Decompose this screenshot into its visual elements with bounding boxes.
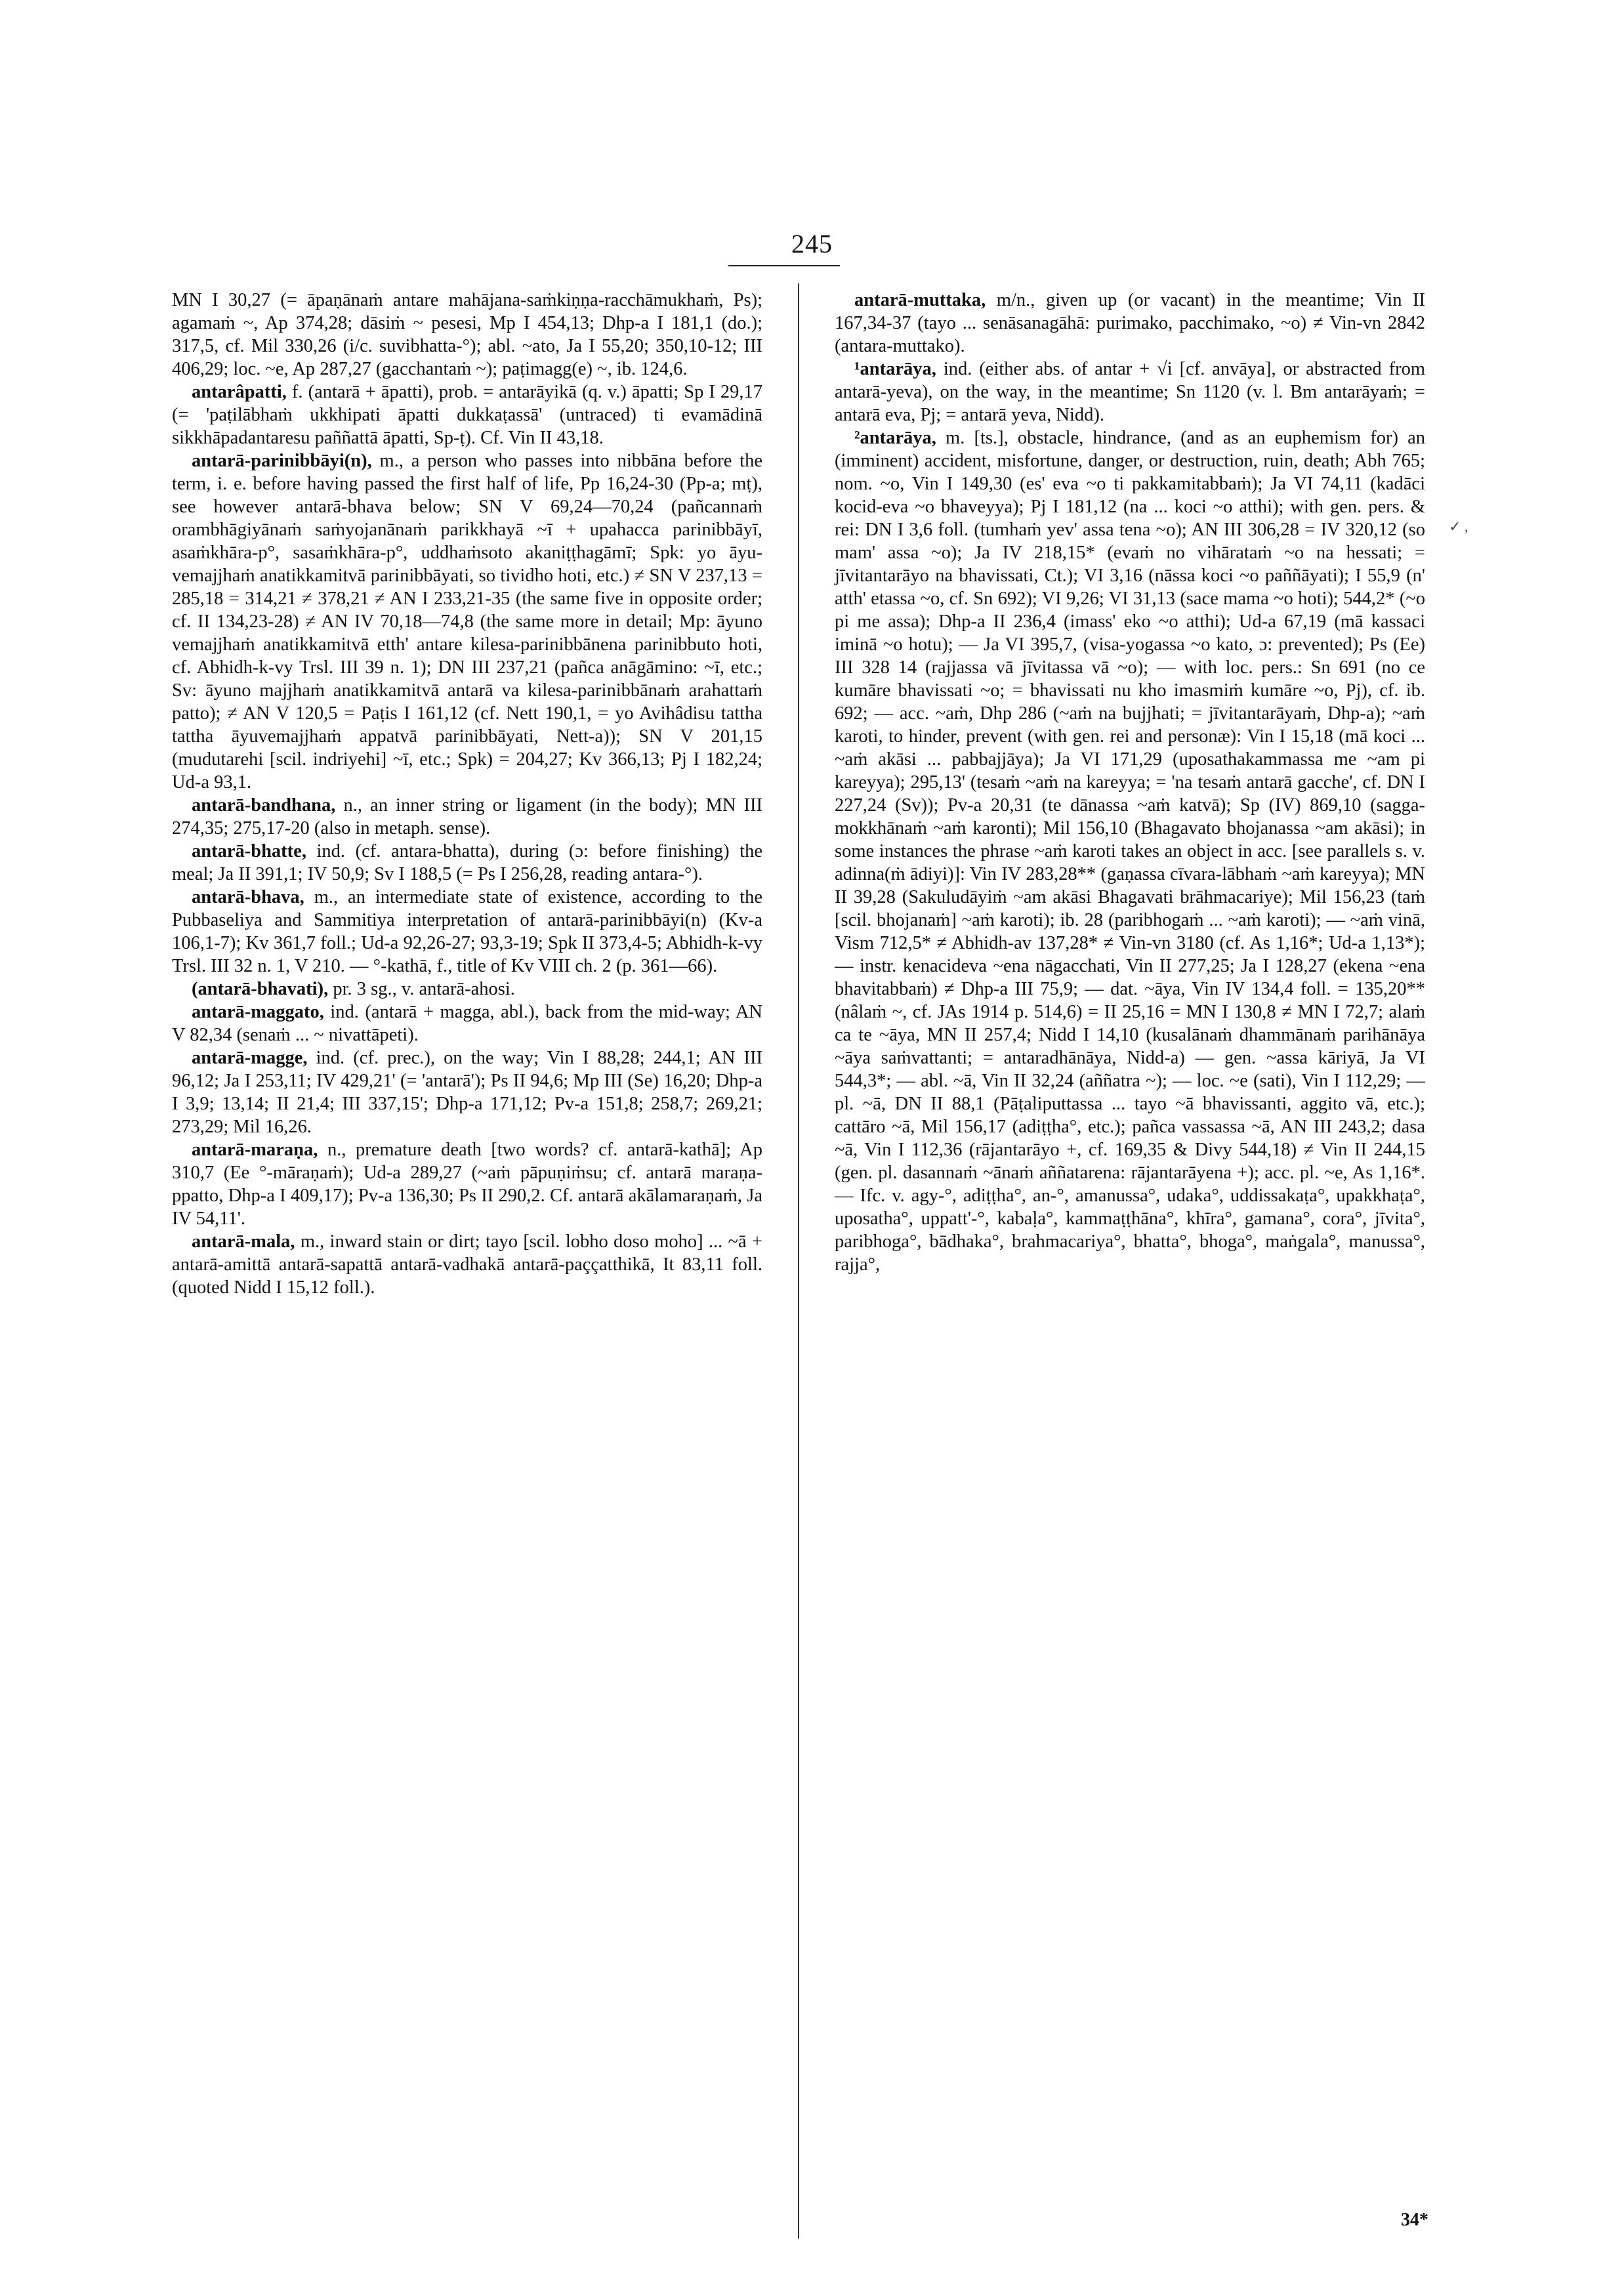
entry-text: f. (antarā + āpatti), prob. = antarāyikā (q. v.) āpatti; Sp I 29,17 (= 'paṭilābhaṁ ukkhipati āpatti dukkaṭassā' (untraced) ti evamādinā sikkhāpadantaresu paññattā āpatti, Sp-ṭ). Cf. Vin II 43,18.: [172, 382, 763, 448]
entry-headword: antarā-bandhana,: [192, 795, 336, 816]
entry-headword: antarā-parinibbāyi(n),: [192, 451, 372, 471]
entry-headword: antarā-mala,: [192, 1231, 295, 1252]
column-divider: [798, 283, 799, 2239]
entry-headword: ²antarāya,: [854, 428, 936, 448]
dictionary-entry: [172, 840, 762, 886]
dictionary-entry: [172, 1230, 762, 1299]
entry-headword: antarā-maraṇa,: [192, 1140, 318, 1160]
entry-text: ind. (cf. antara-bhatta), during (ɔ: before finishing) the meal; Ja II 391,1; IV 50,9; Sv I 188,5 (= Ps I 256,28, reading antara-°).: [172, 841, 762, 884]
entry-text: ind. (antarā + magga, abl.), back from the mid-way; AN V 82,34 (senaṁ ... ~ nivattāpeti).: [172, 1002, 763, 1045]
dictionary-entry: [172, 978, 762, 1001]
entry-text: ind. (cf. prec.), on the way; Vin I 88,28; 244,1; AN III 96,12; Ja I 253,11; IV 429,21' (= 'antarā'); Ps II 94,6; Mp III (Se) 16,20; Dhp-a I 3,9; 13,14; II 21,4; III 337,15'; Dhp-a 171,12; Pv-a 151,8; 258,7; 269,21; 273,29; Mil 16,26.: [172, 1048, 763, 1137]
dictionary-entry: [172, 1046, 762, 1138]
page-number-rule: [728, 265, 840, 266]
entry-text: m., a person who passes into nibbāna before the term, i. e. before having passed the first half of life, Pp 16,24-30 (Pp-a; mṭ), see however antarā-bhava below; SN V 69,24—70,24 (pañcannaṁ orambhāgiyānaṁ saṁyojanānaṁ parikkhayā ~ī + upahacca parinibbāyī, asaṁkhāra-p°, sasaṁkhāra-p°, uddhaṁsoto akaniṭṭhagāmī; Spk: yo āyu-vemajjhaṁ anatikkamitvā parinibbāyati, so tividho hoti, etc.) ≠ SN V 237,13 = 285,18 = 314,21 ≠ 378,21 ≠ AN I 233,21-35 (the same five in opposite order; cf. II 134,23-28) ≠ AN IV 70,18—74,8 (the same more in detail; Mp: āyuno vemajjhaṁ anatikkamitvā etth' antare kilesa-parinibbānena parinibbuto hoti, cf. Abhidh-k-vy Trsl. III 39 n. 1); DN III 237,21 (pañca anāgāmino: ~ī, etc.; Sv: āyuno majjhaṁ anatikkamitvā antarā va kilesa-parinibbānaṁ arahattaṁ patto); ≠ AN V 120,5 = Paṭis I 161,12 (cf. Nett 190,1, = yo Avihâdisu tattha tattha āyuvemajjhaṁ appatvā parinibbāyati, Nett-a)); SN V 201,15 (mudutarehi [scil. indriyehi] ~ī, etc.; Spk) = 204,27; Kv 366,13; Pj I 182,24; Ud-a 93,1.: [172, 451, 763, 793]
entry-headword: antarâpatti,: [192, 382, 287, 402]
entry-headword: antarā-magge,: [192, 1048, 308, 1068]
right-column: [835, 289, 1425, 1276]
dictionary-entry: [172, 1001, 762, 1046]
dictionary-entry: [172, 381, 762, 449]
entry-text: m/n., given up (or vacant) in the meantime; Vin II 167,34-37 (tayo ... senāsanagāhā: purimako, pacchimako, ~o) ≠ Vin-vn 2842 (antara-muttako).: [835, 290, 1425, 356]
dictionary-entry: [835, 289, 1425, 358]
signature-mark: 34*: [1401, 2210, 1428, 2230]
entry-text: ind. (either abs. of antar + √i [cf. anvāya], or abstracted from antarā-yeva), on the way, in the meantime; Sn 1120 (v. l. Bm antarāyaṁ; = antarā eva, Pj; = antarā yeva, Nidd).: [835, 359, 1425, 425]
dictionary-entry: [172, 886, 762, 978]
entry-headword: ¹antarāya,: [854, 359, 936, 379]
margin-mark: ✓ ,: [1449, 518, 1468, 535]
entry-text: MN I 30,27 (= āpaṇānaṁ antare mahājana-saṁkiṇṇa-racchāmukhaṁ, Ps); agamaṁ ~, Ap 374,28; dāsiṁ ~ pesesi, Mp I 454,13; Dhp-a I 181,1 (do.); 317,5, cf. Mil 330,26 (i/c. suvibhatta-°); abl. ~ato, Ja I 55,20; 350,10-12; III 406,29; loc. ~e, Ap 287,27 (gacchantaṁ ~); paṭimagg(e) ~, ib. 124,6.: [172, 290, 762, 379]
entry-text: m. [ts.], obstacle, hindrance, (and as an euphemism for) an (imminent) accident, misfortune, danger, or destruction, ruin, death; Abh 765; nom. ~o, Vin I 149,30 (es' eva ~o ti pakkamitabbaṁ); Ja VI 74,11 (kadāci kocid-eva ~o bhaveyya); Pj I 181,12 (na ... koci ~o atthi); with gen. pers. & rei: DN I 3,6 foll. (tumhaṁ yev' assa tena ~o); AN III 306,28 = IV 320,12 (so mam' assa ~o); Ja IV 218,15* (evaṁ no vihārataṁ ~o na hessati; = jīvitantarāyo na bhavissati, Ct.); VI 3,16 (nāssa koci ~o paññāyati); I 55,9 (n' atth' etassa ~o, cf. Sn 692); VI 9,26; VI 31,13 (sace mama ~o hoti); 544,2* (~o pi me assa); Dhp-a II 236,4 (imass' eko ~o atthi); Ud-a 67,19 (mā kassaci iminā ~o hotu); — Ja VI 395,7, (visa-yogassa ~o kato, ɔ: prevented); Ps (Ee) III 328 14 (rajjassa vā jīvitassa vā ~o); — with loc. pers.: Sn 691 (no ce kumāre bhavissati ~o; = bhavissati nu kho imasmiṁ kumāre ~o, Pj), cf. ib. 692; — acc. ~aṁ, Dhp 286 (~aṁ na bujjhati; = jīvitantarāyaṁ, Dhp-a); ~aṁ karoti, to hinder, prevent (with gen. rei and personæ): Vin I 15,18 (mā koci ... ~aṁ akāsi ... pabbajjāya); Ja VI 171,29 (uposathakammassa me ~am pi kareyya); 295,13' (tesaṁ ~aṁ na kareyya; = 'na tesaṁ antarā gacche', cf. DN I 227,24 (Sv)); Pv-a 20,31 (te dānassa ~aṁ katvā); Sp (IV) 869,10 (sagga-mokkhānaṁ ~aṁ karonti); Mil 156,10 (Bhagavato bhojanassa ~am akāsi); in some instances the phrase ~aṁ karoti takes an object in acc. [see parallels s. v. adinna(ṁ ādiyi)]: Vin IV 283,28** (gaṇassa cīvara-lābhaṁ ~aṁ kareyya); MN II 39,28 (Sakuludāyiṁ ~am akāsi Bhagavati brāhmacariye); Mil 156,23 (taṁ [scil. bhojanaṁ] ~aṁ karoti); ib. 28 (paribhogaṁ ... ~aṁ karoti); — ~aṁ vinā, Vism 712,5* ≠ Abhidh-av 137,28* ≠ Vin-vn 3180 (cf. As 1,16*; Ud-a 1,13*); — instr. kenacideva ~ena nāgacchati, Vin II 277,25; Ja I 128,27 (ekena ~ena bhavitabbaṁ) ≠ Dhp-a III 75,9; — dat. ~āya, Vin IV 134,4 foll. = 135,20** (nâlaṁ ~, cf. JAs 1914 p. 514,6) = II 25,16 = MN I 130,8 ≠ MN I 72,7; alaṁ ca te ~āya, MN II 257,4; Nidd I 14,10 (kusalānaṁ dhammānaṁ parihānāya ~āya saṁvattanti; = antaradhānāya, Nidd-a) — gen. ~assa kāriyā, Ja VI 544,3*; — abl. ~ā, Vin II 32,24 (aññatra ~); — loc. ~e (sati), Vin I 112,29; — pl. ~ā, DN II 88,1 (Pāṭaliputtassa ... tayo ~ā bhavissanti, aggito vā, etc.); cattāro ~ā, Mil 156,17 (adiṭṭha°, etc.); pañca vassassa ~ā, AN III 243,2; dasa ~ā, Vin I 112,36 (rājantarāyo +, cf. 169,35 & Divy 544,18) ≠ Vin II 244,15 (gen. pl. dasannaṁ ~ānaṁ aññatarena: rājantarāyena +); acc. pl. ~e, As 1,16*. — Ifc. v. agy-°, adiṭṭha°, an-°, amanussa°, udaka°, uddissakaṭa°, upakkhaṭa°, uposatha°, uppatt'-°, kabaḷa°, kammaṭṭhāna°, khīra°, gamana°, cora°, jīvita°, paribhoga°, bādhaka°, brahmacariya°, bhatta°, bhoga°, maṅgala°, manussa°, rajja°,: [835, 428, 1425, 1275]
entry-text: m., inward stain or dirt; tayo [scil. lobho doso moho] ... ~ā + antarā-amittā antarā-sapattā antarā-vadhakā antarā-paççatthikā, It 83,11 foll. (quoted Nidd I 15,12 foll.).: [172, 1231, 763, 1298]
page-number: 245: [791, 229, 833, 258]
dictionary-entry: [172, 1138, 762, 1230]
dictionary-entry: [172, 289, 762, 381]
dictionary-entry: [172, 449, 762, 794]
left-column: [172, 289, 762, 1299]
entry-headword: antarā-muttaka,: [854, 290, 986, 310]
dictionary-entry: [835, 358, 1425, 426]
entry-text: n., premature death [two words? cf. antarā-kathā]; Ap 310,7 (Ee °-māraṇaṁ); Ud-a 289,27 (~aṁ pāpuṇiṁsu; cf. antarā maraṇa-ppatto, Dhp-a I 409,17); Pv-a 136,30; Ps II 290,2. Cf. antarā akālamaraṇaṁ, Ja IV 54,11'.: [172, 1140, 762, 1229]
entry-text: m., an intermediate state of existence, according to the Pubbaseliya and Sammitiya interpretation of antarā-parinibbāyi(n) (Kv-a 106,1-7); Kv 361,7 foll.; Ud-a 92,26-27; 93,3-19; Spk II 373,4-5; Abhidh-k-vy Trsl. III 32 n. 1, V 210. — °-kathā, f., title of Kv VIII ch. 2 (p. 361—66).: [172, 887, 762, 976]
entry-headword: antarā-bhava,: [192, 887, 304, 907]
dictionary-entry: [172, 794, 762, 840]
dictionary-entry: [835, 426, 1425, 1276]
entry-headword: antarā-bhatte,: [192, 841, 306, 861]
entry-text: n., an inner string or ligament (in the body); MN III 274,35; 275,17-20 (also in metaph. sense).: [172, 795, 762, 838]
entry-text: pr. 3 sg., v. antarā-ahosi.: [333, 979, 515, 999]
entry-headword: antarā-maggato,: [192, 1002, 324, 1022]
entry-headword: (antarā-bhavati),: [192, 979, 329, 999]
